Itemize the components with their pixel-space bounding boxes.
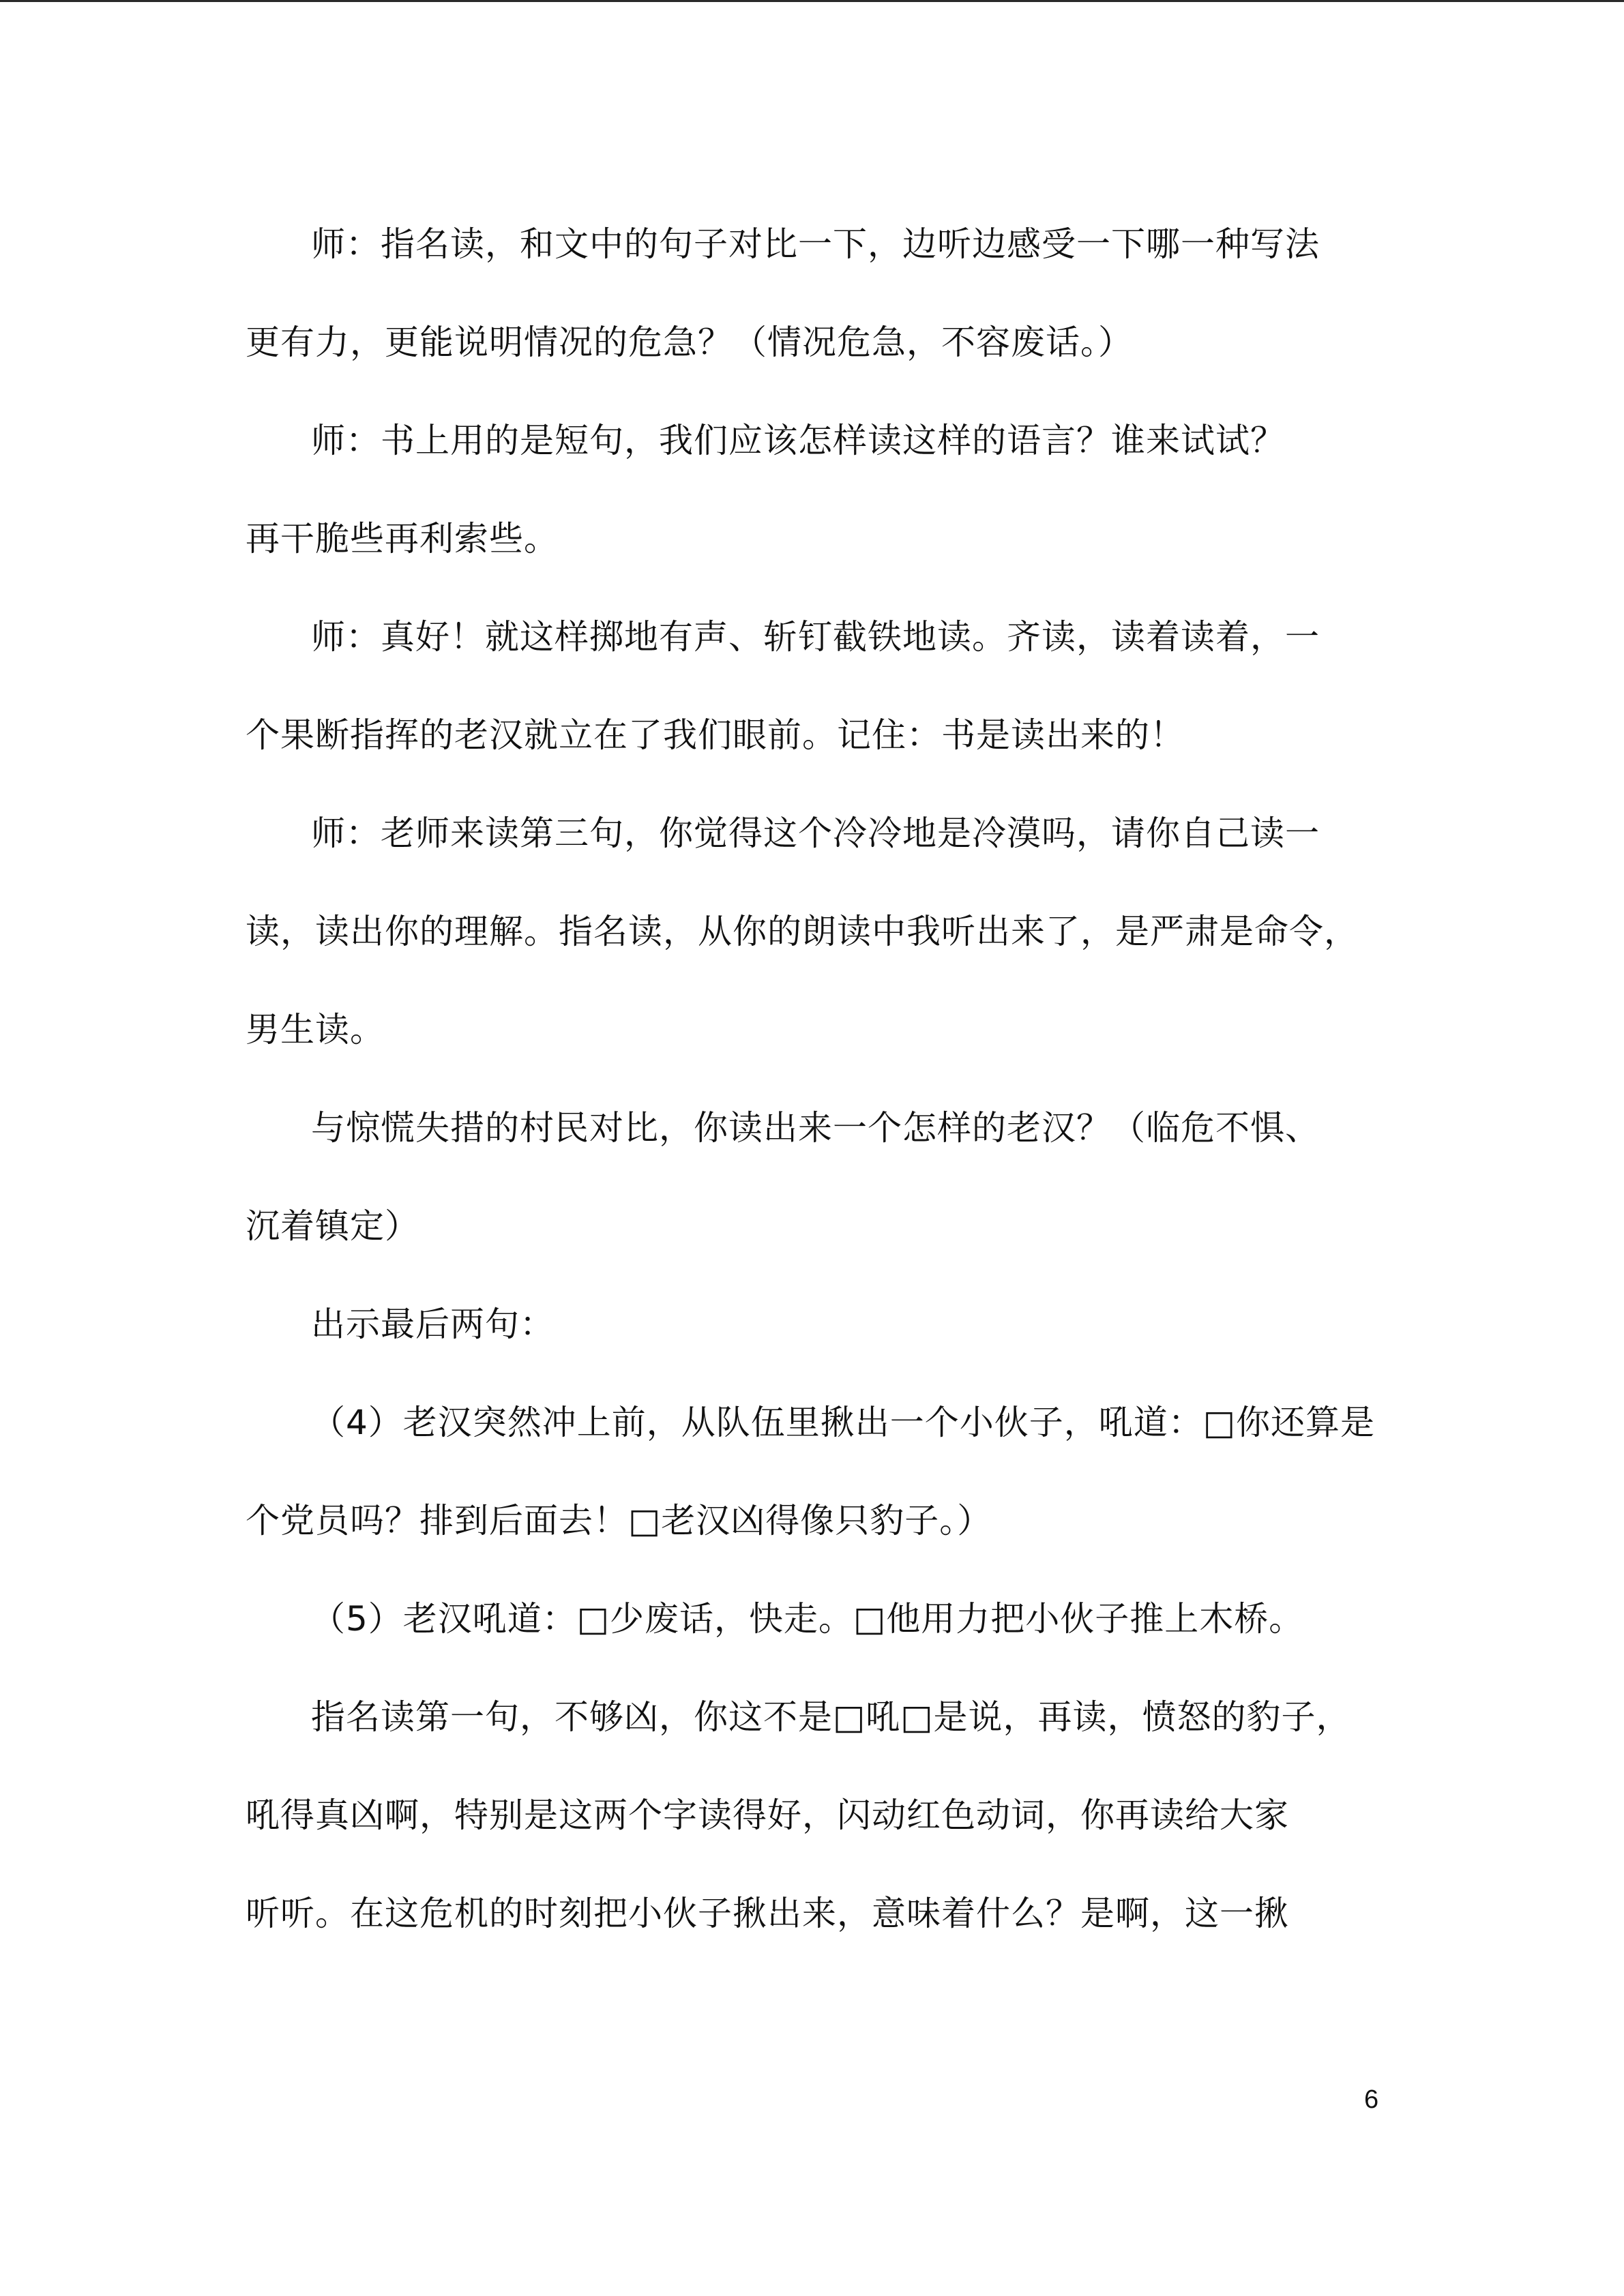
text-line: 沉着镇定） xyxy=(246,1206,419,1246)
text-line: 男生读。 xyxy=(246,1010,385,1049)
text-line: 个党员吗？排到后面去！□老汉凶得像只豹子。） xyxy=(246,1501,992,1540)
text-line: 师：指名读，和文中的句子对比一下，边听边感受一下哪一种写法 xyxy=(311,224,1320,264)
text-line: 吼得真凶啊，特别是这两个字读得好，闪动红色动词，你再读给大家 xyxy=(246,1795,1289,1835)
text-line: 出示最后两句： xyxy=(311,1304,555,1344)
text-line: 与惊慌失措的村民对比，你读出来一个怎样的老汉？（临危不惧、 xyxy=(311,1108,1320,1148)
page-top-border xyxy=(0,0,1624,2)
text-line: 师：真好！就这样掷地有声、斩钉截铁地读。齐读，读着读着，一 xyxy=(311,617,1320,657)
text-line: 读，读出你的理解。指名读，从你的朗读中我听出来了，是严肃是命令， xyxy=(246,912,1359,951)
text-line: 听听。在这危机的时刻把小伙子揪出来，意味着什么？是啊，这一揪 xyxy=(246,1894,1289,1933)
text-line: 师：老师来读第三句，你觉得这个冷冷地是冷漠吗，请你自己读一 xyxy=(311,814,1320,853)
page-number: 6 xyxy=(1364,2085,1379,2114)
text-line: （4）老汉突然冲上前，从队伍里揪出一个小伙子，吼道：□你还算是 xyxy=(311,1403,1376,1442)
text-line: 更有力，更能说明情况的危急？（情况危急，不容废话。） xyxy=(246,323,1133,362)
text-line: 个果断指挥的老汉就立在了我们眼前。记住：书是读出来的！ xyxy=(246,715,1185,755)
text-line: 师：书上用的是短句，我们应该怎样读这样的语言？谁来试试？ xyxy=(311,421,1285,460)
text-line: 再干脆些再利索些。 xyxy=(246,519,559,558)
text-line: 指名读第一句，不够凶，你这不是□吼□是说，再读，愤怒的豹子， xyxy=(311,1697,1351,1737)
text-line: （5）老汉吼道：□少废话，快走。□他用力把小伙子推上木桥。 xyxy=(311,1599,1304,1639)
